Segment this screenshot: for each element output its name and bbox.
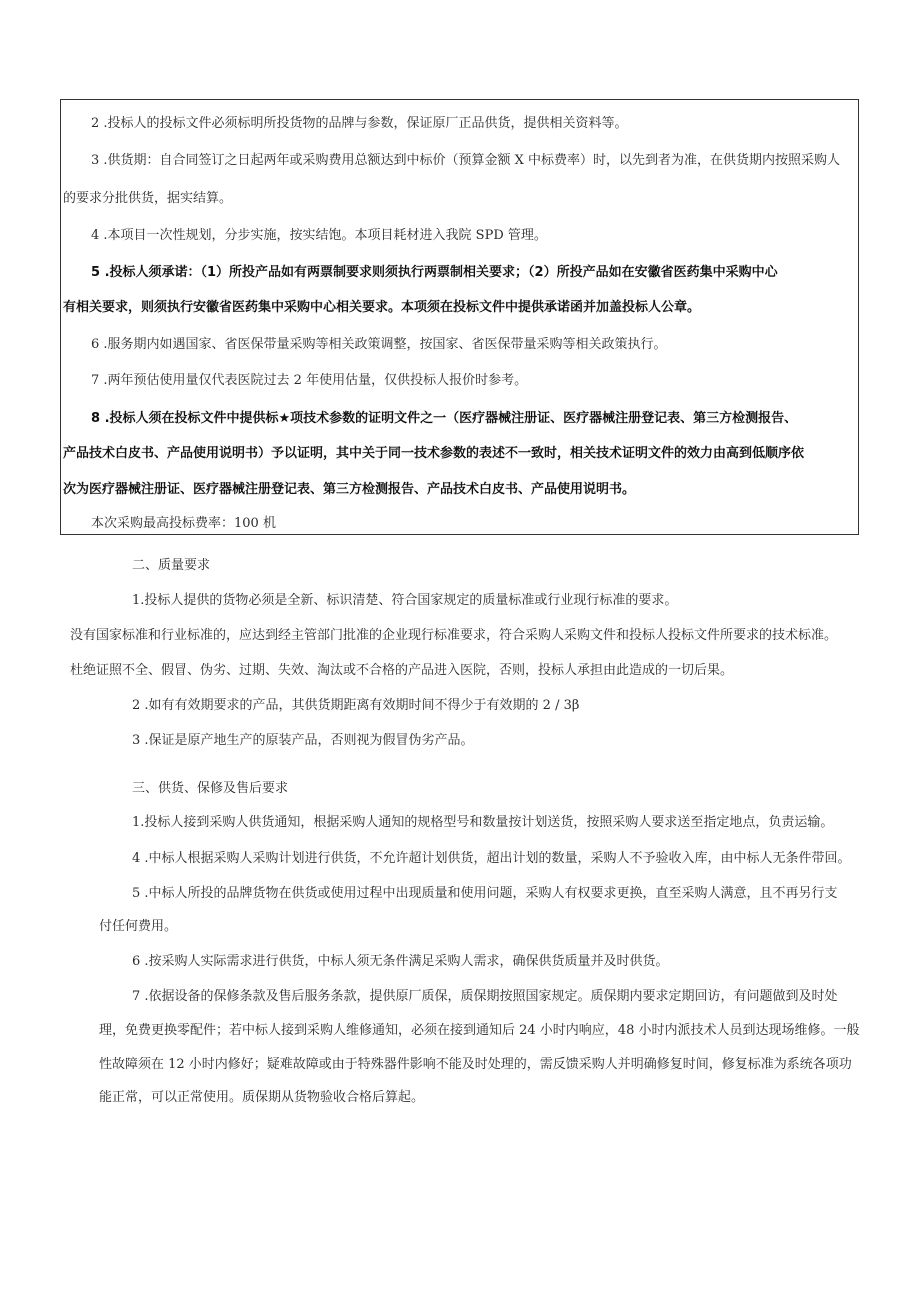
item-5-commitment-line1: 5 .投标人须承诺：（1）所投产品如有两票制要求则须执行两票制相关要求；（2）所投产品如在安徽省医药集中采购中心 xyxy=(91,265,778,280)
supply-heading: 三、供货、保修及售后要求 xyxy=(132,781,289,796)
supply-item-1: 1.投标人接到采购人供货通知，根据采购人通知的规格型号和数量按计划送货，按照采购人要求送至指定地点，负责运输。 xyxy=(132,815,834,830)
supply-item-7-line4: 能正常，可以正常使用。质保期从货物验收合格后算起。 xyxy=(99,1090,425,1105)
quality-item-1-line3: 杜绝证照不全、假冒、伪劣、过期、失效、淘汰或不合格的产品进入医院，否则，投标人承担由此造成的一切后果。 xyxy=(70,663,734,678)
item-8-proof-line3: 次为医疗器械注册证、医疗器械注册登记表、第三方检测报告、产品技术白皮书、产品使用说明书。 xyxy=(63,482,636,497)
supply-item-5-line2: 付任何费用。 xyxy=(99,919,178,934)
item-7-estimate: 7 .两年预估使用量仅代表医院过去 2 年使用估量，仅供投标人报价时参考。 xyxy=(91,373,528,388)
item-6-policy: 6 .服务期内如遇国家、省医保带量采购等相关政策调整，按国家、省医保带量采购等相关政策执行。 xyxy=(91,337,667,352)
supply-item-4: 4 .中标人根据采购人采购计划进行供货，不允许超计划供货，超出计划的数量，采购人不予验收入库，由中标人无条件带回。 xyxy=(132,851,851,866)
item-5-commitment-line2: 有相关要求，则须执行安徽省医药集中采购中心相关要求。本项须在投标文件中提供承诺函并加盖投标人公章。 xyxy=(63,300,701,315)
item-4-planning: 4 .本项目一次性规划，分步实施，按实结饱。本项目耗材进入我院 SPD 管理。 xyxy=(91,228,547,243)
item-3-supply-period-line2: 的要求分批供货，据实结算。 xyxy=(63,191,233,206)
max-fee-rate: 本次采购最高投标费率：100 机 xyxy=(91,516,276,531)
supply-item-7-line1: 7 .依据设备的保修条款及售后服务条款，提供原厂质保，质保期按照国家规定。质保期内要求定期回访，有问题做到及时处 xyxy=(132,989,838,1004)
quality-heading: 二、质量要求 xyxy=(132,558,211,573)
item-3-supply-period-line1: 3 .供货期：自合同签订之日起两年或采购费用总额达到中标价（预算金额 X 中标费率）时，以先到者为准，在供货期内按照采购人 xyxy=(91,153,841,168)
item-2-brand-params: 2 .投标人的投标文件必须标明所投货物的品牌与参数，保证原厂正品供货，提供相关资料等。 xyxy=(91,116,628,131)
quality-item-1-line2: 没有国家标准和行业标准的，应达到经主管部门批准的企业现行标准要求，符合采购人采购文件和投标人投标文件所要求的技术标准。 xyxy=(70,628,838,643)
quality-item-1-line1: 1.投标人提供的货物必须是全新、标识清楚、符合国家规定的质量标准或行业现行标准的要求。 xyxy=(132,593,678,608)
supply-item-7-line3: 性故障须在 12 小时内修好；疑难故障或由于特殊器件影响不能及时处理的，需反馈采购人并明确修复时间，修复标准为系统各项功 xyxy=(99,1057,852,1072)
quality-item-3: 3 .保证是原产地生产的原装产品，否则视为假冒伪劣产品。 xyxy=(132,733,474,748)
supply-item-5-line1: 5 .中标人所投的品牌货物在供货或使用过程中出现质量和使用问题，采购人有权要求更换，直至采购人满意，且不再另行支 xyxy=(132,886,838,901)
item-8-proof-line1: 8 .投标人须在投标文件中提供标★项技术参数的证明文件之一（医疗器械注册证、医疗器械注册登记表、第三方检测报告、 xyxy=(91,411,798,426)
supply-item-6: 6 .按采购人实际需求进行供货，中标人须无条件满足采购人需求，确保供货质量并及时供货。 xyxy=(132,954,669,969)
supply-item-7-line2: 理，免费更换零配件；若中标人接到采购人维修通知，必须在接到通知后 24 小时内响应，48 小时内派技术人员到达现场维修。一般 xyxy=(99,1023,860,1038)
quality-item-2: 2 .如有有效期要求的产品，其供货期距离有效期时间不得少于有效期的 2 / 3β xyxy=(132,698,580,713)
item-8-proof-line2: 产品技术白皮书、产品使用说明书）予以证明，其中关于同一技术参数的表述不一致时，相关技术证明文件的效力由高到低顺序依 xyxy=(63,446,805,461)
